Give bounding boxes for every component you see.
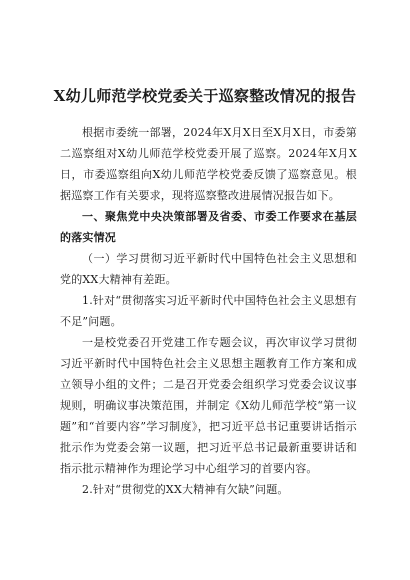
document-title: X幼儿师范学校党委关于巡察整改情况的报告 <box>53 87 357 105</box>
document-body <box>60 122 357 500</box>
item-body-paragraph: 一是校党委召开党建工作专题会议，再次审议学习贯彻习近平新时代中国特色社会主义思想主题教育工作方案和成立领导小组的文件；二是召开党委会组织学习党委会议议事规则，明确议事决策范围，并制定《X幼儿师范学校“第一议题”和“首要内容”学习制度》，把习近平总书记重要讲话指示批示作为党委会第一议题，把习近平总书记最新重要讲话和指示批示精神作为理论学习中心组学习的首要内容。 <box>60 336 357 475</box>
item-heading: 2.针对“贯彻党的XX大精神有欠缺”问题。 <box>82 483 289 496</box>
section-heading: 一、聚焦党中央决策部署及省委、市委工作要求在基层的落实情况 <box>60 210 357 244</box>
subsection-heading: （一）学习贯彻习近平新时代中国特色社会主义思想和党的XX大精神有差距。 <box>60 252 357 286</box>
intro-paragraph: 根据市委统一部署，2024年X月X日至X月X日，市委第二巡察组对X幼儿师范学校党委开展了巡察。2024年X月X日，市委巡察组向X幼儿师范学校党委反馈了巡察意见。根据巡察工作有关要求，现将巡察整改进展情况报告如下。 <box>60 126 357 202</box>
item-heading: 1.针对“贯彻落实习近平新时代中国特色社会主义思想有不足”问题。 <box>60 294 357 328</box>
